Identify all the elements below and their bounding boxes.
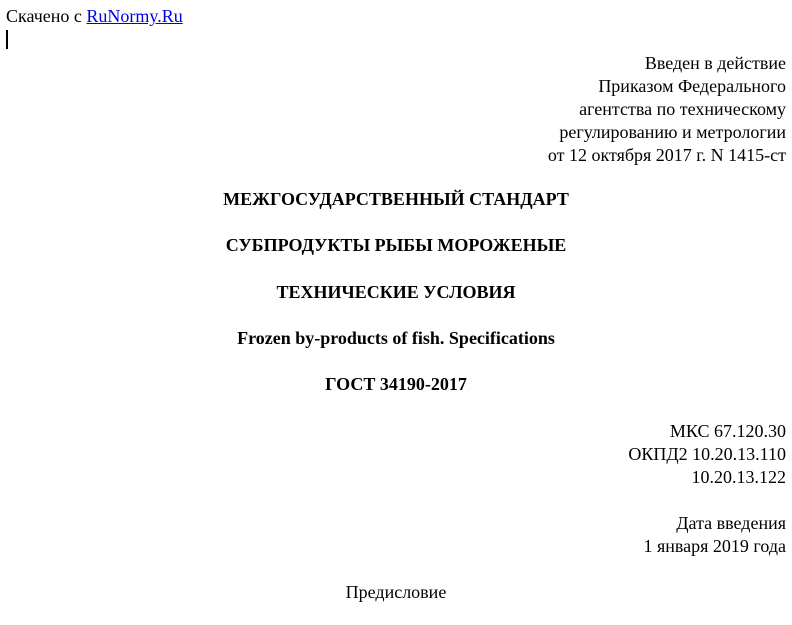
standard-designation: ГОСТ 34190-2017 — [325, 374, 467, 394]
approval-line-3: агентства по техническому — [579, 99, 786, 119]
approval-block — [548, 52, 786, 167]
preface-heading: Предисловие — [345, 582, 447, 602]
document-subtitle: ТЕХНИЧЕСКИЕ УСЛОВИЯ — [276, 282, 516, 302]
introduction-date-label: Дата введения — [676, 513, 786, 533]
english-title: Frozen by-products of fish. Specifications — [237, 328, 555, 348]
approval-line-1: Введен в действие — [644, 53, 786, 73]
runormy-link[interactable]: RuNormy.Ru — [86, 6, 183, 26]
source-prefix: Скачено с — [6, 6, 87, 26]
document-title: СУБПРОДУКТЫ РЫБЫ МОРОЖЕНЫЕ — [225, 235, 567, 255]
source-line — [6, 6, 183, 26]
standard-type-heading: МЕЖГОСУДАРСТВЕННЫЙ СТАНДАРТ — [223, 189, 569, 209]
text-cursor — [6, 30, 8, 49]
classification-codes — [628, 420, 786, 489]
mks-code: МКС 67.120.30 — [669, 421, 786, 441]
approval-line-5: от 12 октября 2017 г. N 1415-ст — [547, 145, 786, 165]
approval-line-2: Приказом Федерального — [598, 76, 786, 96]
introduction-date-value: 1 января 2019 года — [643, 536, 786, 556]
approval-line-4: регулированию и метрологии — [559, 122, 786, 142]
okpd2-code-2: 10.20.13.122 — [691, 467, 786, 487]
introduction-date-block — [643, 512, 786, 558]
okpd2-code-1: ОКПД2 10.20.13.110 — [628, 444, 786, 464]
